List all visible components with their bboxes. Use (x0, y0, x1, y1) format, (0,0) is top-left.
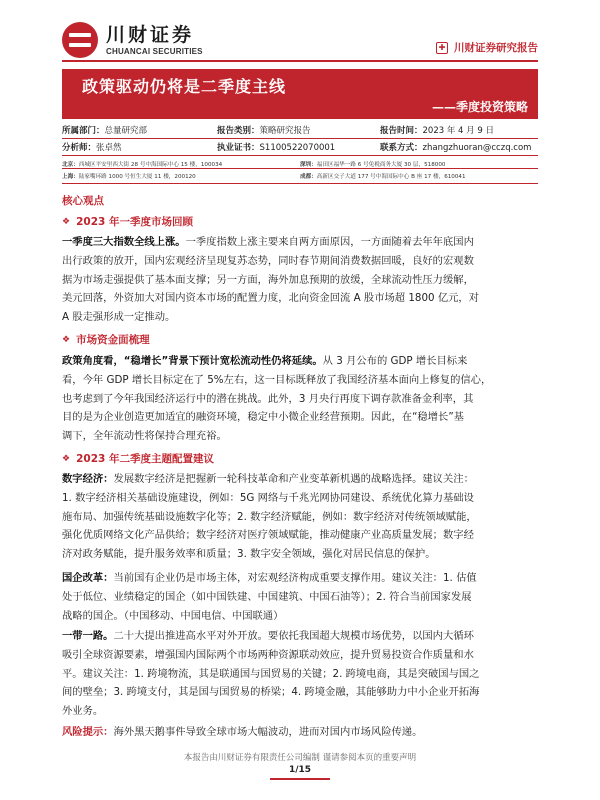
p2-line-5: 调下，全年流动性将保持合理充裕。 (62, 430, 227, 443)
p5-line-3: 平。建议关注：1. 跨境物流，其是联通国与国贸易的关键；2. 跨境电商，其是突破国与国之 (62, 667, 480, 680)
shenzhen-address: 福田区福华一路 6 号免税商务大厦 30 层，518000 (316, 162, 446, 168)
footer-disclaimer: 本报告由川财证券有限责任公司编制 谨请参阅本页的重要声明 (183, 753, 417, 763)
p2-line-2: 看，今年 GDP 增长目标定在了 5%左右，这一目标既释放了我国经济基本面向上修复的信心， (62, 373, 492, 386)
p3-line-2: 1. 数字经济相关基础设施建设，例如：5G 网络与千兆光网协同建设、系统优化算力基础设 (62, 491, 474, 504)
section-q2-title: 2023 年二季度主题配置建议 (76, 453, 214, 465)
cert-label: 执业证书： (217, 143, 260, 153)
diamond-bullet-icon: ❖ (62, 453, 71, 464)
paragraph-soe-reform (62, 569, 538, 625)
chengdu-label: 成都： (300, 174, 317, 180)
p5-lead: 一带一路。 (62, 630, 114, 642)
meta-rule-4 (62, 183, 538, 184)
p1-line-4: 美元回落，外资加大对国内资本市场的配置力度，北向资金回流 A 股市场超 1800 亿元，对 (62, 292, 480, 305)
p2-line-1: 从 3 月公布的 GDP 增长目标来 (322, 355, 468, 367)
p3-line-4: 强化优质网络文化产品供给；数字经济对医疗领域赋能，推动健康产业高质量发展；数字经 (62, 529, 474, 542)
chengdu-address: 高新区交子大道 177 号中海国际中心 B 座 17 楼，610041 (316, 174, 466, 180)
p3-lead: 数字经济： (62, 473, 114, 485)
page-number: 1/15 (288, 765, 312, 775)
p2-lead: 政策角度看，“稳增长”背景下预计宽松流动性仍将延续。 (62, 355, 323, 367)
report-subtitle: ——季度投资策略 (431, 100, 528, 114)
paragraph-q1-review (62, 233, 538, 327)
meta-row-1 (62, 124, 538, 138)
type-label: 报告类别： (217, 126, 260, 136)
section-liquidity-title: 市场资金面梳理 (76, 334, 150, 346)
p2-line-4: 目的是为企业创造更加适宜的融资环境，稳定中小微企业经营预期。因此，在“稳增长”基 (62, 411, 464, 424)
logo-seal-icon (62, 22, 98, 58)
p4-line-3: 战略的国企。（中国移动、中国电信、中国联通） (62, 609, 284, 622)
p4-line-1: 当前国有企业仍是市场主体，对宏观经济构成重要支撑作用。建议关注：1. 估值 (113, 572, 477, 584)
p4-lead: 国企改革： (62, 572, 114, 584)
diamond-bullet-icon: ❖ (62, 216, 71, 227)
paragraph-belt-road (62, 627, 538, 721)
report-brand (436, 40, 538, 55)
shanghai-address: 陆家嘴环路 1000 号恒生大厦 11 楼，200120 (78, 174, 196, 180)
brand-label: 川财证券研究报告 (454, 42, 538, 54)
p1-lead: 一季度三大指数全线上涨。 (62, 236, 186, 248)
time-value: 2023 年 4 月 9 日 (422, 126, 494, 136)
dept-label: 所属部门： (62, 126, 105, 136)
meta-rule-1 (62, 138, 538, 139)
section-q1-title: 2023 年一季度市场回顾 (76, 216, 193, 228)
p1-line-5: A 股走强形成一定推动。 (62, 311, 176, 324)
brand-square-icon: ✚ (436, 42, 448, 54)
p4-line-2: 处于低位、业绩稳定的国企（如中国铁建、中国建筑、中国石油等）；2. 符合当前国家发展 (62, 590, 472, 603)
title-band (62, 69, 538, 119)
p5-line-4: 间的壁垒；3. 跨境支付，其是国与国贸易的桥梁；4. 跨境金融，其能够助力中小企业开拓海 (62, 686, 480, 699)
p1-line-2: 出行政策的放开，国内宏观经济呈现复苏态势，同时春节期间消费数据回暖，良好的宏观数 (62, 254, 474, 267)
page-number-underline (270, 778, 330, 780)
p5-line-2: 吸引全球资源要素，增强国内国际两个市场两种资源联动效应，提升贸易投资合作质量和水 (62, 648, 474, 661)
analyst-label: 分析师： (62, 143, 97, 153)
p1-line-3: 据为市场走强提供了基本面支撑；另一方面，海外加息预期的放缓，全球流动性压力缓解， (62, 273, 474, 286)
time-label: 报告时间： (380, 126, 423, 136)
p5-line-1: 二十大提出推进高水平对外开放。要依托我国超大规模市场优势，以国内大循环 (113, 630, 474, 642)
section-liquidity (62, 332, 538, 347)
report-title: 政策驱动仍将是二季度主线 (82, 77, 287, 96)
p3-line-5: 济对政务赋能，提升服务效率和质量；3. 数字安全领域，强化对居民信息的保护。 (62, 548, 436, 561)
meta-rule-2 (62, 155, 538, 156)
beijing-label: 北京： (62, 162, 79, 168)
logo-en-name: CHUANCAI SECURITIES (106, 47, 203, 56)
risk-text: 海外黑天鹅事件导致全球市场大幅波动，进而对国内市场风险传递。 (113, 726, 423, 738)
p1-line-1: 一季度指数上涨主要来自两方面原因，一方面随着去年年底国内 (185, 236, 474, 248)
meta-row-2 (62, 141, 538, 155)
logo-cn-name: 川财证券 (106, 24, 195, 46)
meta-rule-3 (62, 168, 538, 169)
type-value: 策略研究报告 (259, 126, 311, 136)
cert-value: S1100522070001 (259, 143, 336, 153)
company-logo (62, 22, 203, 58)
contact-label: 联系方式： (380, 143, 423, 153)
analyst-value: 张卓然 (96, 143, 122, 153)
shanghai-label: 上海： (62, 174, 79, 180)
risk-label: 风险提示： (62, 726, 114, 738)
section-q2-themes (62, 451, 538, 466)
shenzhen-label: 深圳： (300, 162, 317, 168)
p5-line-5: 外业务。 (62, 705, 104, 718)
paragraph-digital-economy (62, 470, 538, 564)
diamond-bullet-icon: ❖ (62, 334, 71, 345)
p2-line-3: 也考虑到了今年我国经济运行中的潜在挑战。此外，3 月央行再度下调存款准备金利率，其 (62, 392, 474, 405)
dept-value: 总量研究部 (104, 126, 148, 136)
beijing-address: 西城区平安里西大街 28 号中海国际中心 15 楼，100034 (78, 162, 223, 168)
section-q1-review (62, 214, 538, 229)
core-points-heading: 核心观点 (62, 195, 104, 207)
risk-warning (62, 723, 538, 738)
p3-line-1: 发展数字经济是把握新一轮科技革命和产业变革新机遇的战略选择。建议关注： (113, 473, 474, 485)
p3-line-3: 施布局、加强传统基础设施数字化等；2. 数字经济赋能，例如：数字经济对传统领域赋能， (62, 510, 477, 523)
paragraph-liquidity (62, 352, 538, 446)
contact-value[interactable]: zhangzhuoran@cczq.com (422, 143, 532, 153)
header-divider (62, 60, 538, 62)
